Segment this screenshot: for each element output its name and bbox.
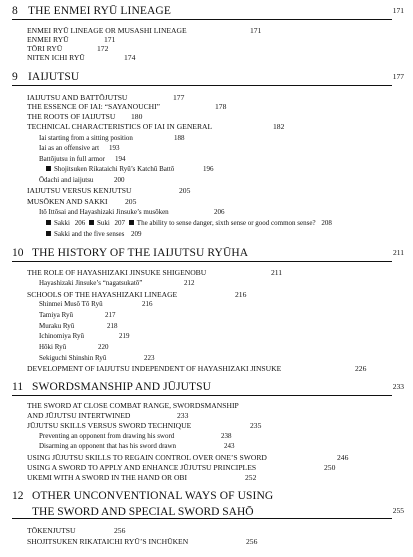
toc-entry: MUSŌKEN AND SAKKI 205 (27, 197, 137, 206)
chapter-rule (12, 518, 392, 519)
chapter-heading-9 (12, 70, 404, 86)
toc-subentry: Hōki Ryū 220 (39, 343, 109, 351)
chapter-rule (12, 19, 392, 20)
toc-subentry: Iai starting from a sitting position 188 (39, 134, 185, 142)
toc-subentry: Battōjutsu in full armor 194 (39, 155, 126, 163)
chapter-number: 12 (12, 490, 24, 502)
toc-entry: USING JŪJUTSU SKILLS TO REGAIN CONTROL OVER ONE’S SWORD 246 (27, 453, 349, 462)
chapter-rule (12, 395, 392, 396)
chapter-heading-11 (12, 380, 404, 396)
chapter-title: SWORDSMANSHIP AND JŪJUTSU (32, 381, 212, 393)
toc-entry: IAIJUTSU VERSUS KENJUTSU 205 (27, 186, 191, 195)
toc-subsubentry: Sakki and the five senses 209 (46, 230, 124, 239)
toc-entry: NITEN ICHI RYŪ 174 (27, 53, 136, 62)
chapter-title: THE HISTORY OF THE IAIJUTSU RYŪHA (32, 247, 249, 259)
toc-subentry: Iai as an offensive art 193 (39, 144, 120, 152)
toc-entry: THE ESSENCE OF IAI: “SAYANOUCHI” 178 (27, 102, 227, 111)
toc-subsubentry: Shojitsuken Rikataichi Ryū’s Katchū Battō 196 (46, 165, 174, 174)
square-bullet-icon (89, 220, 94, 225)
chapter-title: IAIJUTSU (28, 71, 80, 83)
square-bullet-icon (46, 220, 51, 225)
chapter-heading-12 (12, 489, 404, 519)
square-bullet-icon (129, 220, 134, 225)
toc-subentry: Itō Ittōsai and Hayashizaki Jinsuke’s musōken 206 (39, 208, 225, 216)
toc-subentry: Sekiguchi Shinshin Ryū 223 (39, 354, 155, 362)
chapter-title-line-2: THE SWORD AND SPECIAL SWORD SAHŌ (32, 506, 254, 518)
toc-entry: ENMEI RYŪ 171 (27, 35, 116, 44)
chapter-page: 233 (392, 382, 404, 391)
toc-entry: SCHOOLS OF THE HAYASHIZAKI LINEAGE 216 (27, 290, 247, 299)
toc-subentry: Tamiya Ryū 217 (39, 311, 116, 319)
toc-subentry: Ōdachi and iaijutsu 200 (39, 176, 125, 184)
toc-subentry: Muraku Ryū 218 (39, 322, 118, 330)
chapter-number: 11 (12, 381, 24, 393)
toc-entry: DEVELOPMENT OF IAIJUTSU INDEPENDENT OF HAYASHIZAKI JINSUKE 226 (27, 364, 367, 373)
toc-entry: ENMEI RYŪ LINEAGE OR MUSASHI LINEAGE 171 (27, 26, 262, 35)
toc-subentry: Preventing an opponent from drawing his sword 238 (39, 432, 232, 440)
toc-subentry: Ichinomiya Ryū 219 (39, 332, 130, 340)
chapter-page: 211 (393, 248, 404, 257)
chapter-rule (12, 261, 392, 262)
toc-entry: TŌKENJUTSU 256 (27, 526, 126, 535)
toc-entry: JŪJUTSU SKILLS VERSUS SWORD TECHNIQUE 235 (27, 421, 262, 430)
toc-subentry: Disarming an opponent that has his sword drawn 243 (39, 442, 235, 450)
toc-entry: AND JŪJUTSU INTERTWINED 233 (27, 411, 189, 420)
toc-entry: THE SWORD AT CLOSE COMBAT RANGE, SWORDSMANSHIP (27, 401, 239, 410)
chapter-number: 10 (12, 247, 24, 259)
square-bullet-icon (46, 231, 51, 236)
toc-entry: THE ROLE OF HAYASHIZAKI JINSUKE SHIGENOBU 211 (27, 268, 283, 277)
chapter-title: OTHER UNCONVENTIONAL WAYS OF USING (32, 490, 274, 502)
chapter-heading-10 (12, 246, 404, 262)
chapter-heading-8 (12, 4, 404, 20)
chapter-rule (12, 85, 392, 86)
square-bullet-icon (46, 166, 51, 171)
chapter-number: 9 (12, 71, 18, 83)
toc-subentry: Shinmei Musō Tō Ryū 216 (39, 300, 153, 308)
chapter-number: 8 (12, 5, 18, 17)
toc-entry: THE ROOTS OF IAIJUTSU 180 (27, 112, 143, 121)
toc-entry: USING A SWORD TO APPLY AND ENHANCE JŪJUTSU PRINCIPLES 250 (27, 463, 336, 472)
toc-entry: IAIJUTSU AND BATTŌJUTSU 177 (27, 93, 185, 102)
toc-subentry: Hayashizaki Jinsuke’s “nagatsukatō” 212 (39, 279, 195, 287)
toc-entry: UKEMI WITH A SWORD IN THE HAND OR OBI 252 (27, 473, 257, 482)
toc-entry: TŌRI RYŪ 172 (27, 44, 109, 53)
toc-entry: TECHNICAL CHARACTERISTICS OF IAI IN GENERAL 182 (27, 122, 285, 131)
chapter-page: 255 (392, 506, 404, 515)
toc-subsubentry: Sakki 206 Suki 207 The ability to sense danger, sixth sense or good common sense? 208 (46, 219, 332, 228)
chapter-title: THE ENMEI RYŪ LINEAGE (28, 5, 171, 17)
toc-entry: SHOJITSUKEN RIKATAICHI RYŪ’S INCHŪKEN 256 (27, 537, 258, 546)
chapter-page: 171 (392, 6, 404, 15)
chapter-page: 177 (392, 72, 404, 81)
